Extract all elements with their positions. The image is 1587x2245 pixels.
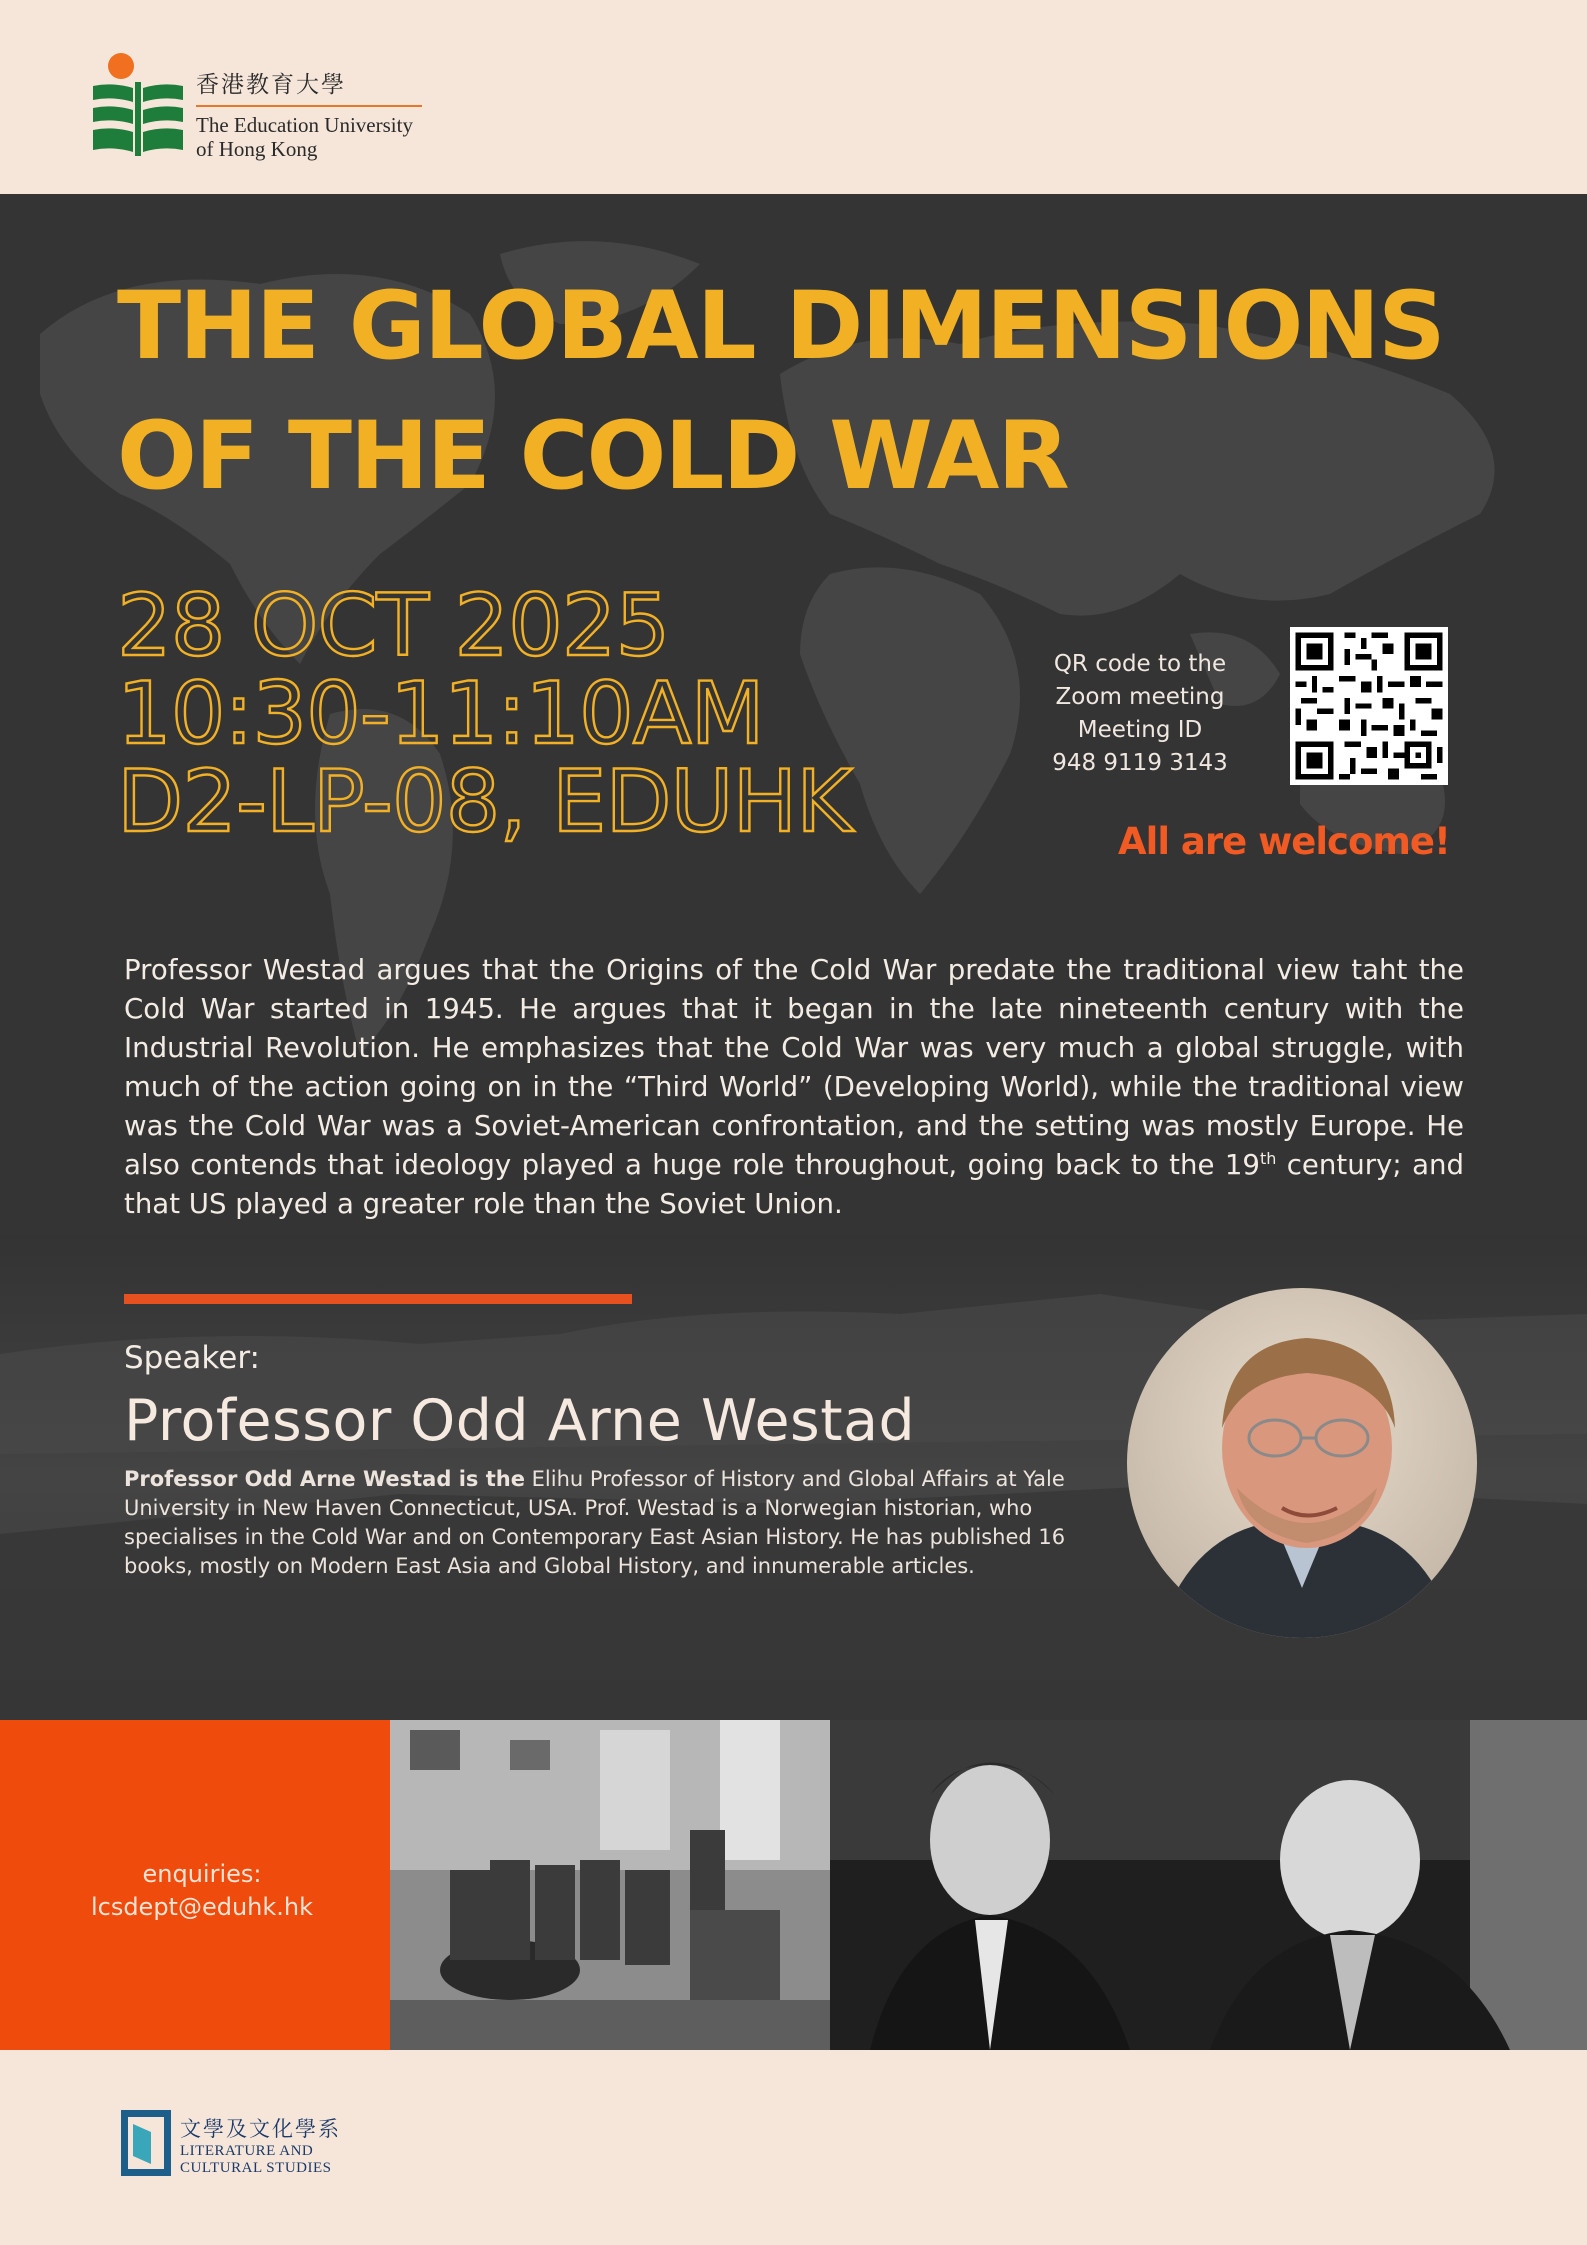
enquiries-label: enquiries: (142, 1860, 262, 1888)
university-name-en-line1: The Education University (196, 113, 413, 137)
department-name-zh: 文學及文化學系 (180, 2117, 341, 2141)
event-title-line1: THE GLOBAL DIMENSIONS (117, 272, 1444, 381)
department-name (180, 2113, 341, 2177)
speaker-bio-text: Elihu Professor of History and Global Affairs at Yale University in New Haven Connecticut, USA. Prof. Westad is a Norwegian historian, who specialises in the Cold War and on Contemporary East Asian History. He has published 16 books, mostly on Modern East Asia and Global History, and innumerable articles. (124, 1467, 1066, 1578)
qr-caption-line2: Zoom meeting (1055, 684, 1225, 710)
talk-abstract (124, 950, 1464, 1223)
abstract-text-part1: Professor Westad argues that the Origins of the Cold War predate the traditional view taht the Cold War started in 1945. He argues that it began in the late nineteenth century with the Industrial Revolution. He emphasizes that the Cold War was very much a global struggle, with much of the action going on in the “Third World” (Developing World), while the traditional view was the Cold War was a Soviet-American confrontation, and the setting was mostly Europe. He also contends that ideology played a huge role throughout, going back to the 19 (124, 953, 1464, 1181)
enquiries-email[interactable]: lcsdept@eduhk.hk (90, 1893, 314, 1921)
department-name-en-line2: CULTURAL STUDIES (180, 2160, 332, 2176)
abstract-superscript: th (1259, 1148, 1277, 1168)
event-time: 10:30-11:10AM (117, 664, 764, 764)
eduhk-logo-icon (93, 52, 183, 156)
speaker-bio-lead: Professor Odd Arne Westad is the (124, 1467, 525, 1491)
department-name-en-line1: LITERATURE AND (180, 2143, 314, 2159)
qr-caption-line1: QR code to the (1053, 651, 1227, 677)
speaker-bio (124, 1465, 1084, 1581)
historical-meeting-photo (390, 1720, 830, 2050)
speaker-label: Speaker: (124, 1340, 260, 1376)
event-title (117, 262, 1497, 522)
abstract-text-part2: century; and that US played a greater role than the Soviet Union. (124, 1148, 1464, 1220)
event-venue: D2-LP-08, EDUHK (117, 752, 852, 852)
welcome-message: All are welcome! (1118, 820, 1450, 863)
logo-divider (196, 105, 422, 107)
university-name-en-line2: of Hong Kong (196, 137, 318, 161)
kennedy-khrushchev-photo (830, 1720, 1587, 2050)
meeting-id: 948 9119 3143 (1052, 750, 1228, 776)
qr-caption-line3: Meeting ID (1077, 717, 1203, 743)
section-divider (124, 1294, 632, 1304)
event-details (117, 576, 852, 852)
university-name (196, 66, 422, 161)
speaker-portrait (1127, 1288, 1477, 1638)
university-name-zh: 香港教育大學 (196, 72, 346, 97)
speaker-name: Professor Odd Arne Westad (124, 1388, 916, 1454)
lcs-department-logo-icon (121, 2110, 171, 2176)
qr-code-icon[interactable] (1290, 627, 1448, 785)
qr-caption (1040, 648, 1240, 780)
event-title-line2: OF THE COLD WAR (117, 402, 1068, 511)
enquiries (0, 1858, 404, 1924)
event-date: 28 OCT 2025 (117, 576, 670, 676)
